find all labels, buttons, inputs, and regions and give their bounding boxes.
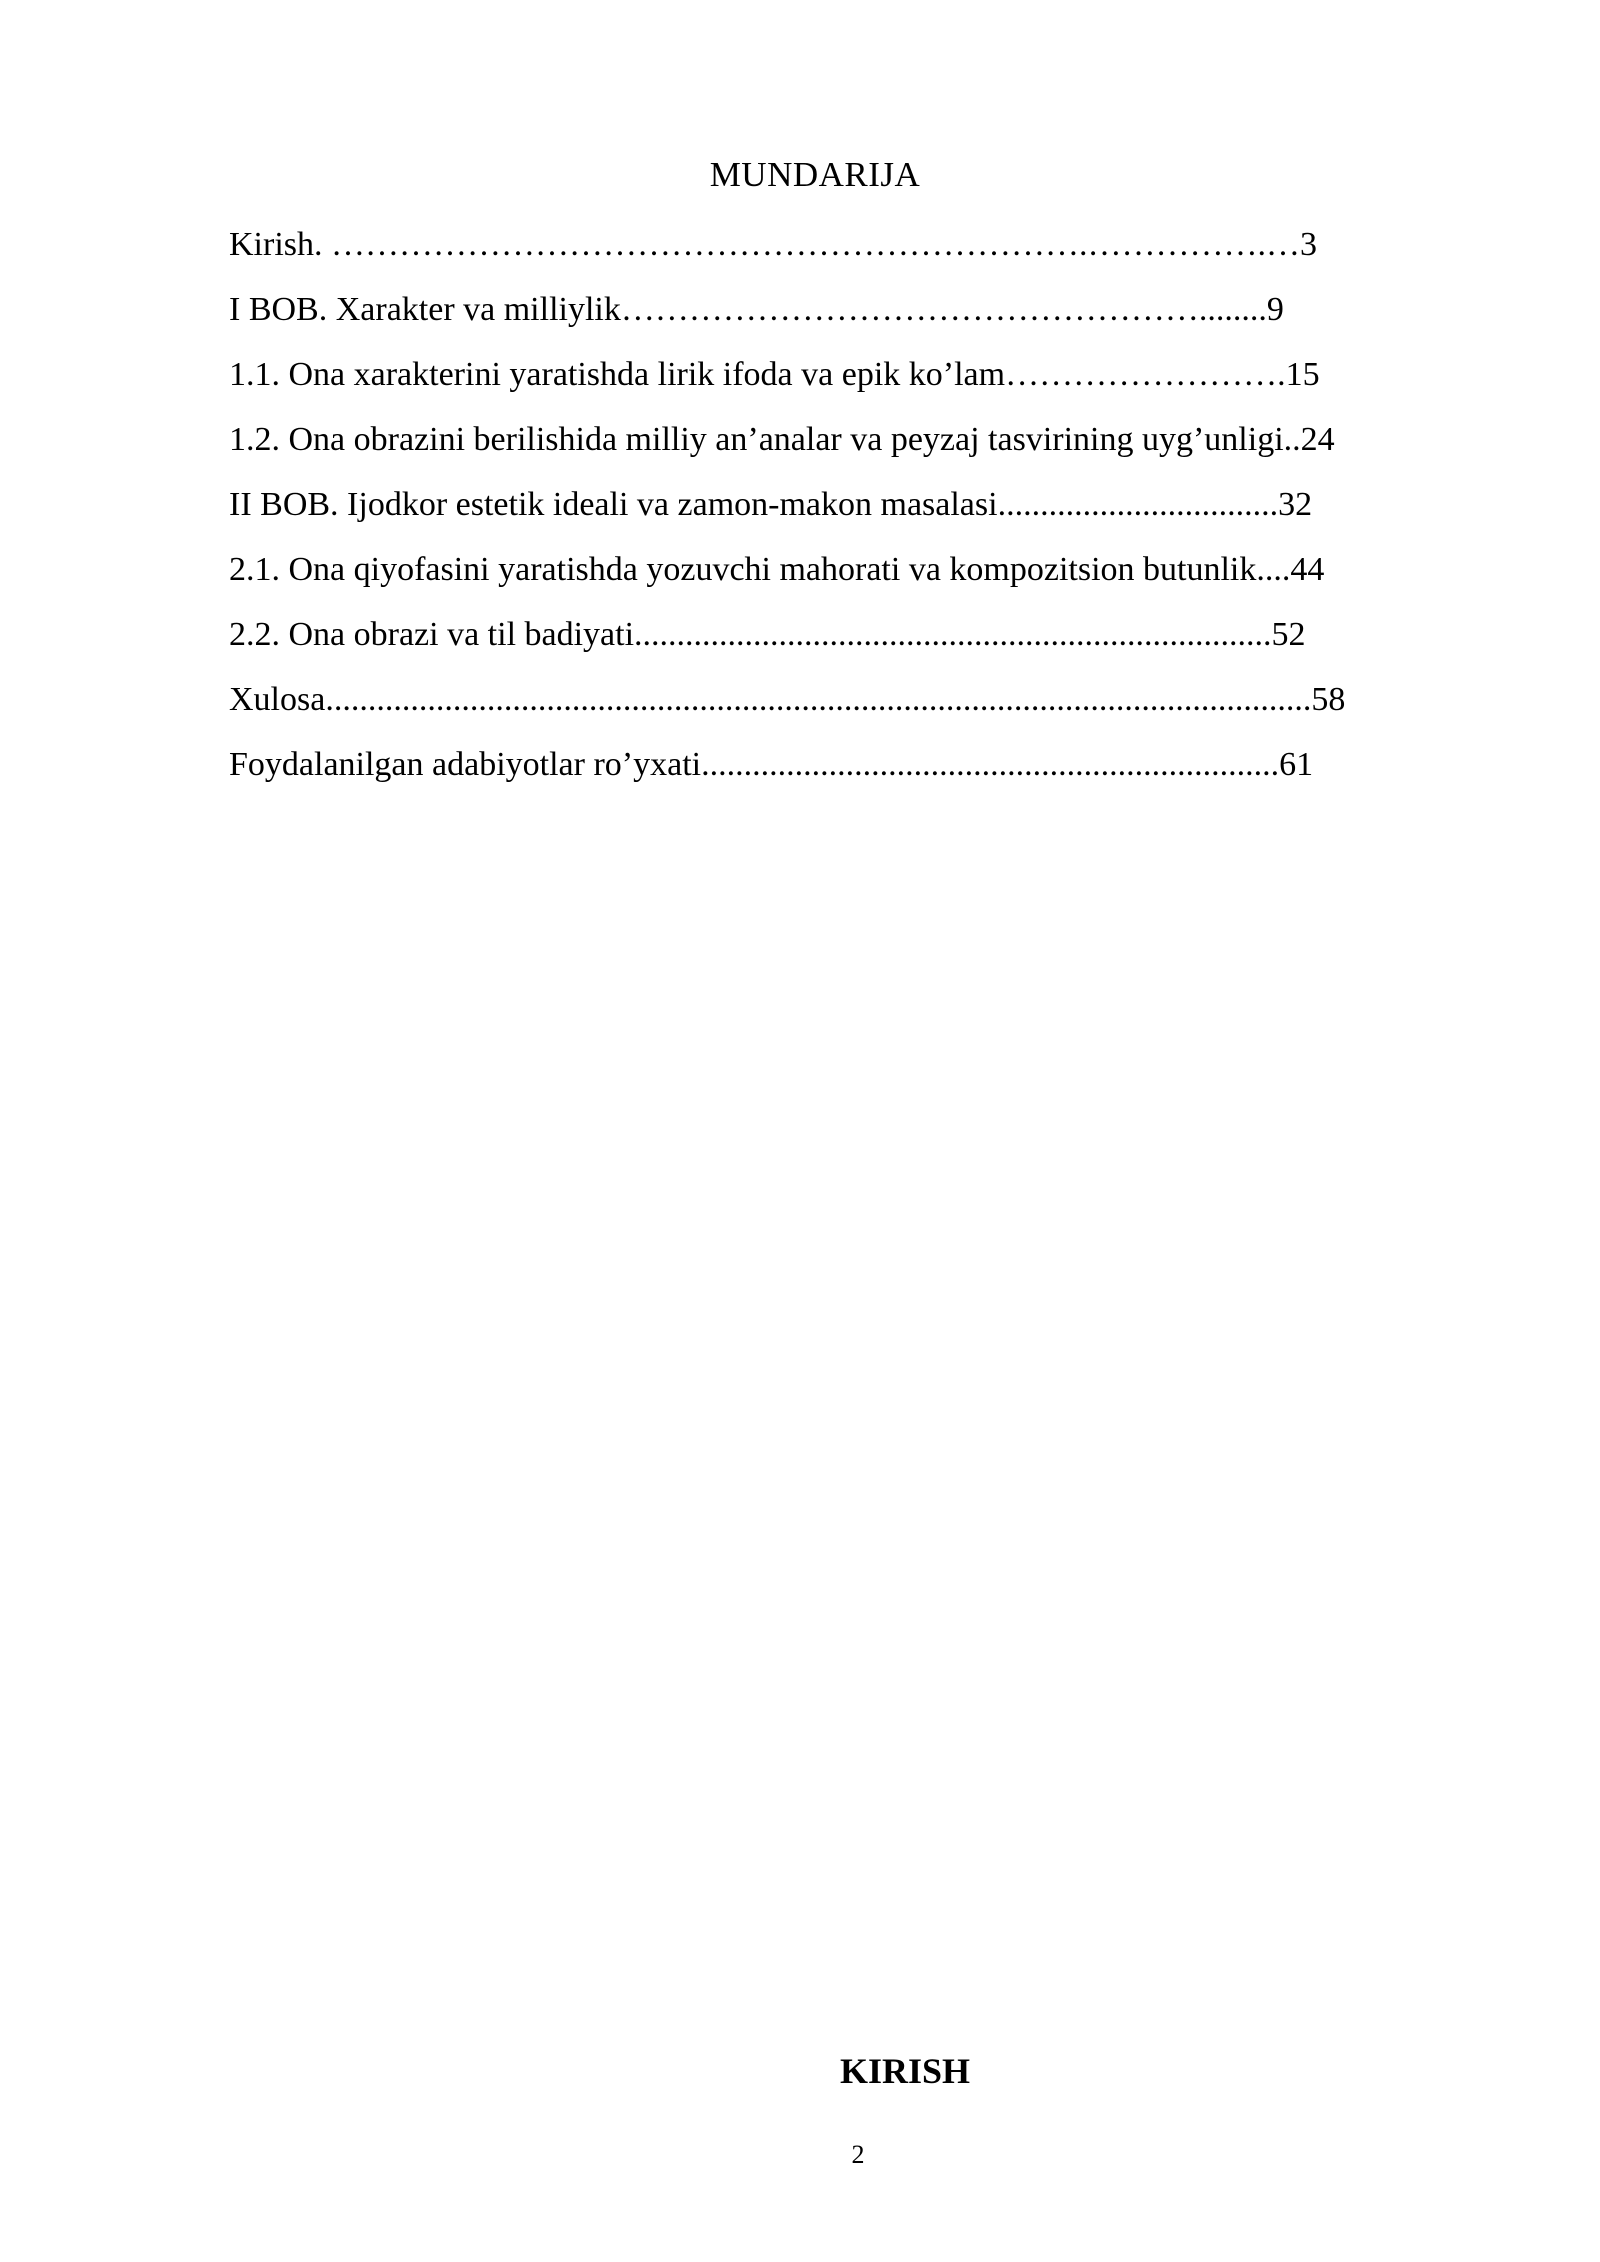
toc-entry-section-2-1: 2.1. Ona qiyofasini yaratishda yozuvchi mahorati va kompozitsion butunlik....44 bbox=[229, 551, 1325, 588]
toc-entry-bibliography: Foydalanilgan adabiyotlar ro’yxati....................................................................61 bbox=[229, 746, 1314, 783]
toc-entry-chapter-2: II BOB. Ijodkor estetik ideali va zamon-makon masalasi.................................32 bbox=[229, 486, 1313, 523]
toc-title: MUNDARIJA bbox=[709, 155, 921, 194]
table-of-contents bbox=[229, 212, 1489, 797]
toc-entry-section-2-2: 2.2. Ona obrazi va til badiyati...........................................................................52 bbox=[229, 616, 1306, 653]
toc-entry-section-1-1: 1.1. Ona xarakterini yaratishda lirik ifoda va epik ko’lam…………………….15 bbox=[229, 356, 1320, 393]
section-heading: KIRISH bbox=[839, 2051, 971, 2091]
toc-entry-section-1-2: 1.2. Ona obrazini berilishida milliy an’analar va peyzaj tasvirining uyg’unligi..24 bbox=[229, 421, 1335, 458]
toc-entry-chapter-1: I BOB. Xarakter va milliylik……………………………………………........9 bbox=[229, 291, 1284, 328]
toc-entry-kirish: Kirish. ………………………………………………………….…………….…3 bbox=[229, 226, 1317, 263]
toc-entry-xulosa: Xulosa....................................................................................................................58 bbox=[229, 681, 1346, 718]
page-number: 2 bbox=[851, 2140, 865, 2169]
